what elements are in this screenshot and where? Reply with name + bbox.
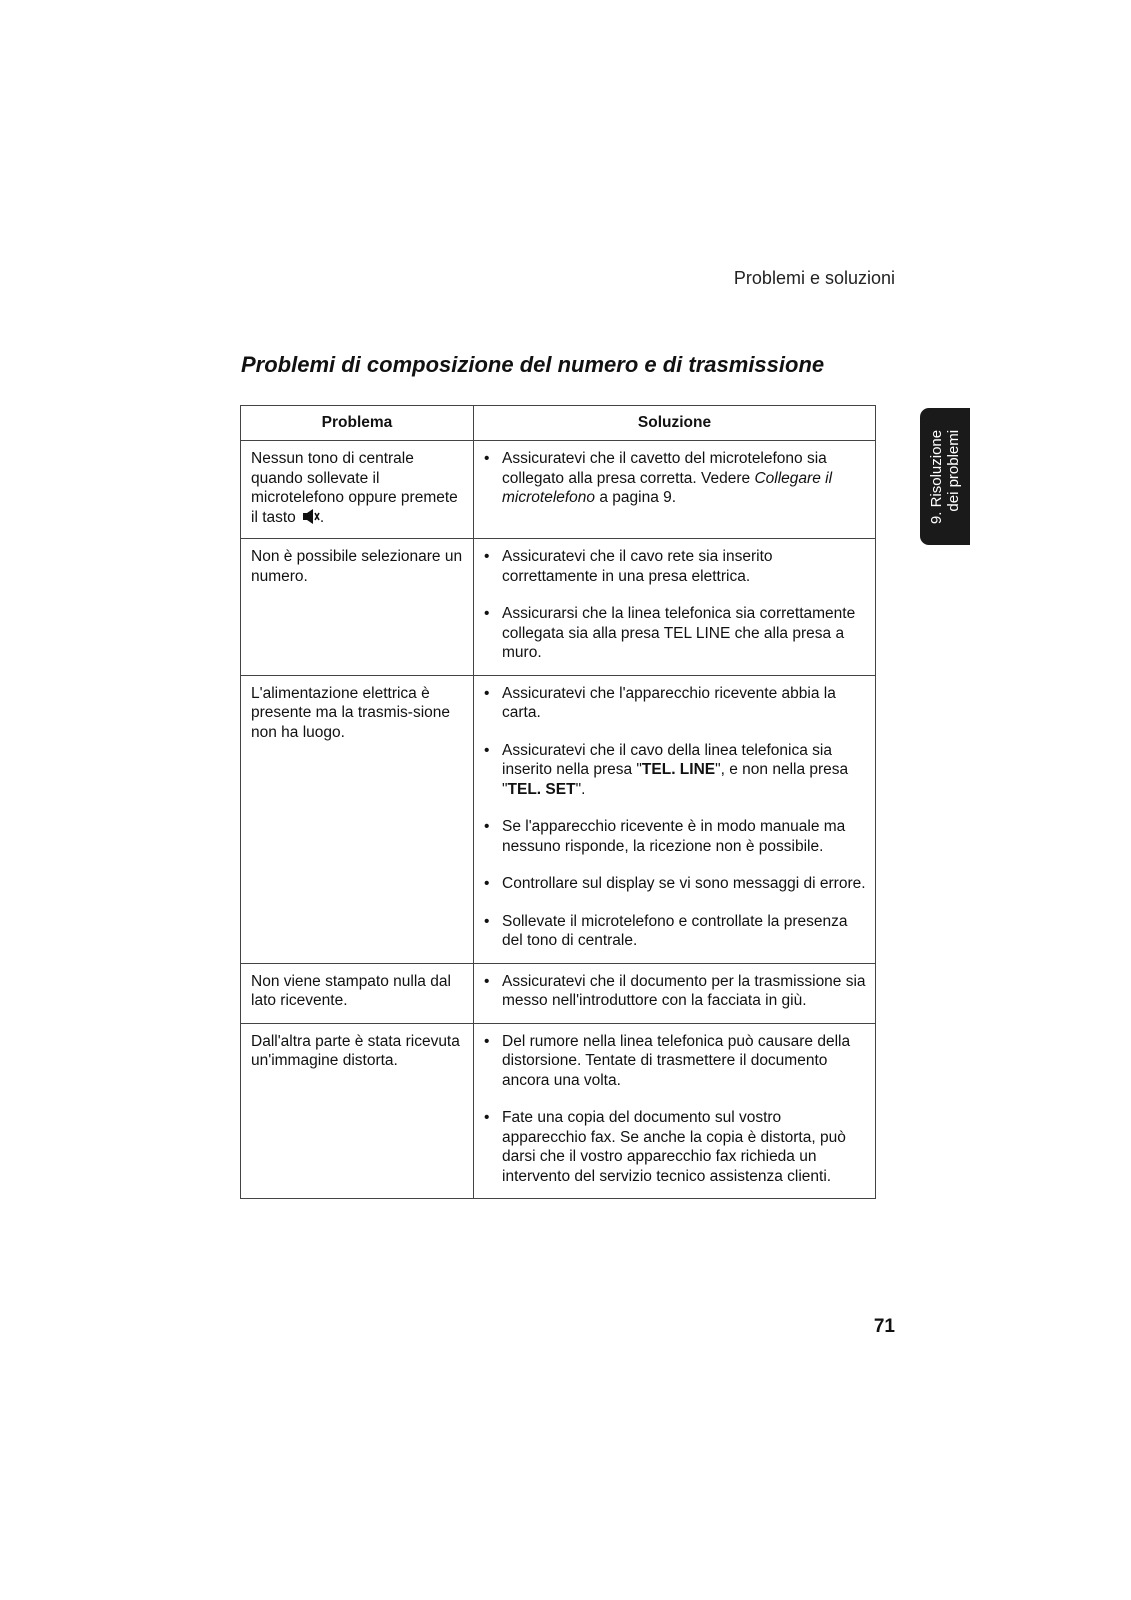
header-solution: Soluzione — [474, 406, 876, 441]
problem-cell — [241, 441, 474, 539]
table-row — [241, 1023, 876, 1199]
chapter-tab-line1: 9. Risoluzione — [928, 429, 945, 524]
bullet-icon: • — [484, 684, 490, 702]
problem-text-end: . — [319, 508, 325, 526]
bullet-icon: • — [484, 605, 490, 622]
troubleshooting-table — [240, 405, 876, 1199]
problem-cell — [241, 675, 474, 963]
bullet-icon: • — [484, 741, 490, 759]
solution-text: Assicuratevi che l'apparecchio ricevente abbia la carta. — [502, 684, 836, 721]
solution-text: ", e non nella presa " — [502, 761, 849, 798]
solution-item — [484, 874, 869, 894]
solution-item — [484, 449, 869, 508]
solution-cell — [474, 963, 876, 1023]
bullet-icon: • — [484, 548, 490, 565]
solution-text: Sollevate il microtelefono e controllate la presenza del tono di centrale. — [502, 912, 848, 949]
chapter-tab[interactable] — [920, 408, 970, 545]
problem-cell — [241, 1023, 474, 1199]
solution-cell — [474, 441, 876, 539]
solution-item — [484, 1108, 869, 1186]
port-label-tel-set: TEL. SET — [507, 780, 576, 798]
running-head: Problemi e soluzioni — [733, 268, 895, 288]
solution-link-text: Collegare il microtelefono — [502, 469, 833, 506]
solution-item — [484, 547, 869, 586]
solution-item — [484, 741, 869, 800]
solution-cell — [474, 675, 876, 963]
bullet-icon: • — [484, 818, 490, 835]
solution-text: Assicuratevi che il cavo della linea telefonica sia inserito nella presa " — [502, 741, 832, 778]
bullet-icon: • — [484, 972, 490, 990]
problem-text: L'alimentazione elettrica è presente ma la trasmis-sione non ha luogo. — [251, 684, 450, 741]
solution-item — [484, 972, 869, 1011]
solution-text: Assicuratevi che il documento per la trasmissione sia messo nell'introduttore con la facciata in giù. — [502, 972, 866, 1009]
table-header-row — [241, 406, 876, 441]
solution-item — [484, 1032, 869, 1091]
solution-text: Assicuratevi che il cavetto del microtelefono sia collegato alla presa corretta. Vedere — [502, 450, 827, 487]
solution-text: a pagina 9. — [595, 489, 677, 506]
solution-text: Se l'apparecchio ricevente è in modo manuale ma nessuno risponde, la ricezione non è possibile. — [502, 818, 846, 855]
solution-cell — [474, 539, 876, 676]
speaker-icon — [302, 508, 320, 531]
table-row — [241, 963, 876, 1023]
problem-text: Nessun tono di centrale quando sollevate il microtelefono oppure premete il tasto — [251, 450, 458, 526]
solution-text: Del rumore nella linea telefonica può causare della distorsione. Tentate di trasmettere il documento ancora una volta. — [502, 1032, 851, 1089]
bullet-icon: • — [484, 875, 490, 892]
header-problem: Problema — [241, 406, 474, 441]
solution-text: Assicuratevi che il cavo rete sia inserito correttamente in una presa elettrica. — [502, 548, 773, 585]
bullet-icon: • — [484, 1109, 490, 1126]
solution-text: Assicurarsi che la linea telefonica sia correttamente collegata sia alla presa TEL LINE che alla presa a muro. — [502, 605, 856, 661]
chapter-tab-label — [928, 429, 962, 523]
chapter-tab-line2: dei problemi — [945, 429, 962, 512]
table-row — [241, 441, 876, 539]
bullet-icon: • — [484, 912, 490, 930]
problem-text: Non viene stampato nulla dal lato ricevente. — [251, 972, 451, 1009]
solution-text: ". — [575, 780, 586, 798]
solution-item — [484, 912, 869, 951]
table-row — [241, 675, 876, 963]
page-title: Problemi di composizione del numero e di trasmissione — [241, 352, 825, 377]
problem-cell — [241, 963, 474, 1023]
table-row — [241, 539, 876, 676]
problem-text: Non è possibile selezionare un numero. — [251, 548, 463, 585]
problem-cell — [241, 539, 474, 676]
bullet-icon: • — [484, 1032, 490, 1050]
solution-cell — [474, 1023, 876, 1199]
solution-text: Controllare sul display se vi sono messaggi di errore. — [502, 875, 866, 892]
solution-item — [484, 604, 869, 663]
page-number: 71 — [873, 1316, 895, 1337]
solution-item — [484, 817, 869, 856]
solution-text: Fate una copia del documento sul vostro apparecchio fax. Se anche la copia è distorta, può darsi che il vostro apparecchio fax richieda un intervento del servizio tecnico assistenza clienti. — [502, 1109, 846, 1185]
solution-item — [484, 684, 869, 723]
problem-text: Dall'altra parte è stata ricevuta un'immagine distorta. — [251, 1032, 460, 1069]
port-label-tel-line: TEL. LINE — [641, 761, 716, 778]
bullet-icon: • — [484, 450, 490, 467]
